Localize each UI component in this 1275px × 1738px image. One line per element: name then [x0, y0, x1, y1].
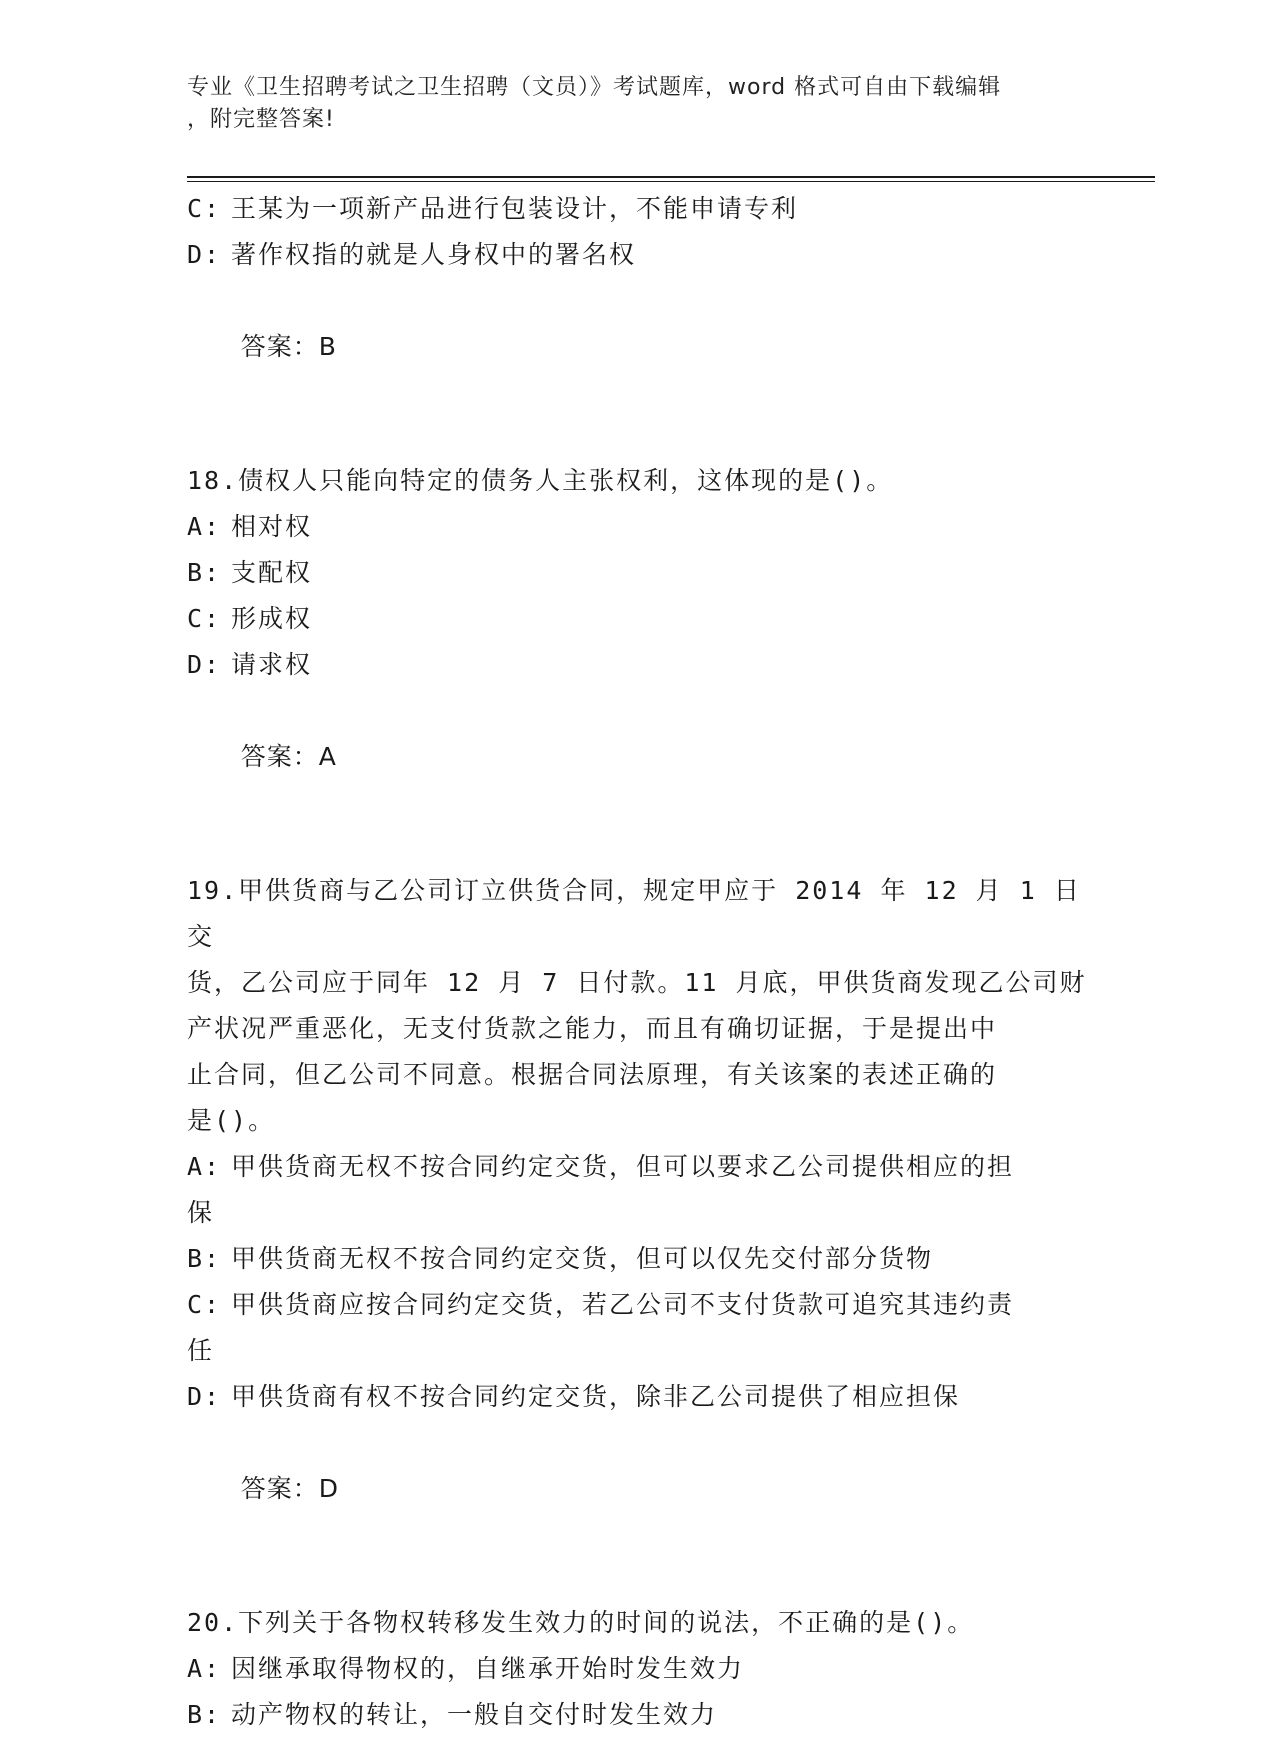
option-text: 形成权: [231, 604, 313, 633]
answer-line: [187, 1420, 1087, 1558]
option-key: A:: [187, 1654, 222, 1683]
option-d: [187, 1374, 1087, 1420]
answer-label: 答案：: [240, 1474, 319, 1503]
answer-value: B: [318, 332, 337, 361]
option-c: [187, 1282, 1087, 1328]
question-17-tail: [187, 186, 1087, 416]
option-text: 甲供货商应按合同约定交货，若乙公司不支付货款可追究其违约责: [231, 1290, 1015, 1319]
answer-label: 答案：: [240, 332, 319, 361]
option-key: D:: [187, 650, 222, 679]
option-c: [187, 596, 1087, 642]
question-title: 20.下列关于各物权转移发生效力的时间的说法，不正确的是()。: [187, 1608, 975, 1637]
option-text: 支配权: [231, 558, 313, 587]
option-d: [187, 642, 1087, 688]
option-key: D:: [187, 240, 222, 269]
question-title-line: 产状况严重恶化，无支付货款之能力，而且有确切证据，于是提出中: [187, 1014, 998, 1043]
option-text: 相对权: [231, 512, 313, 541]
option-text: 请求权: [231, 650, 313, 679]
option-text: 动产物权的转让，一般自交付时发生效力: [231, 1700, 718, 1729]
header-divider-thick: [187, 176, 1155, 178]
answer-line: [187, 688, 1087, 826]
answer-value: A: [318, 742, 337, 771]
option-a: [187, 1144, 1087, 1190]
option-d: [187, 232, 1087, 278]
option-b: [187, 550, 1087, 596]
option-continuation: 保: [187, 1198, 215, 1227]
answer-value: D: [318, 1474, 339, 1503]
option-key: A:: [187, 512, 222, 541]
question-title-line: 19.甲供货商与乙公司订立供货合同，规定甲应于 2014 年 12 月 1 日交: [187, 876, 1081, 951]
option-text: 因继承取得物权的，自继承开始时发生效力: [231, 1654, 745, 1683]
option-b: [187, 1692, 1087, 1738]
option-text: 甲供货商有权不按合同约定交货，除非乙公司提供了相应担保: [231, 1382, 961, 1411]
answer-label: 答案：: [240, 742, 319, 771]
option-key: B:: [187, 558, 222, 587]
answer-line: [187, 278, 1087, 416]
option-text: 甲供货商无权不按合同约定交货，但可以仅先交付部分货物: [231, 1244, 934, 1273]
option-a: [187, 504, 1087, 550]
option-key: B:: [187, 1700, 222, 1729]
option-key: A:: [187, 1152, 222, 1181]
question-18: [187, 458, 1087, 826]
header-line-1: 专业《卫生招聘考试之卫生招聘（文员）》考试题库，word 格式可自由下载编辑: [187, 75, 1002, 100]
header-line-2: ，附完整答案!: [187, 107, 335, 132]
option-text: 甲供货商无权不按合同约定交货，但可以要求乙公司提供相应的担: [231, 1152, 1015, 1181]
question-title: 18.债权人只能向特定的债务人主张权利，这体现的是()。: [187, 466, 894, 495]
option-key: C:: [187, 604, 222, 633]
document-body: [187, 186, 1087, 1738]
header-divider-thin: [187, 181, 1155, 182]
question-title-line: 货，乙公司应于同年 12 月 7 日付款。11 月底，甲供货商发现乙公司财: [187, 968, 1087, 997]
option-key: D:: [187, 1382, 222, 1411]
question-20: [187, 1600, 1087, 1738]
option-key: C:: [187, 194, 222, 223]
option-b: [187, 1236, 1087, 1282]
option-c: [187, 186, 1087, 232]
question-title-line: 是()。: [187, 1106, 276, 1135]
option-text: 王某为一项新产品进行包装设计，不能申请专利: [231, 194, 799, 223]
document-header: [187, 72, 1077, 136]
question-19: [187, 868, 1087, 1558]
question-title-line: 止合同，但乙公司不同意。根据合同法原理，有关该案的表述正确的: [187, 1060, 998, 1089]
option-a: [187, 1646, 1087, 1692]
option-text: 著作权指的就是人身权中的署名权: [231, 240, 637, 269]
option-key: C:: [187, 1290, 222, 1319]
option-key: B:: [187, 1244, 222, 1273]
option-continuation: 任: [187, 1336, 215, 1365]
